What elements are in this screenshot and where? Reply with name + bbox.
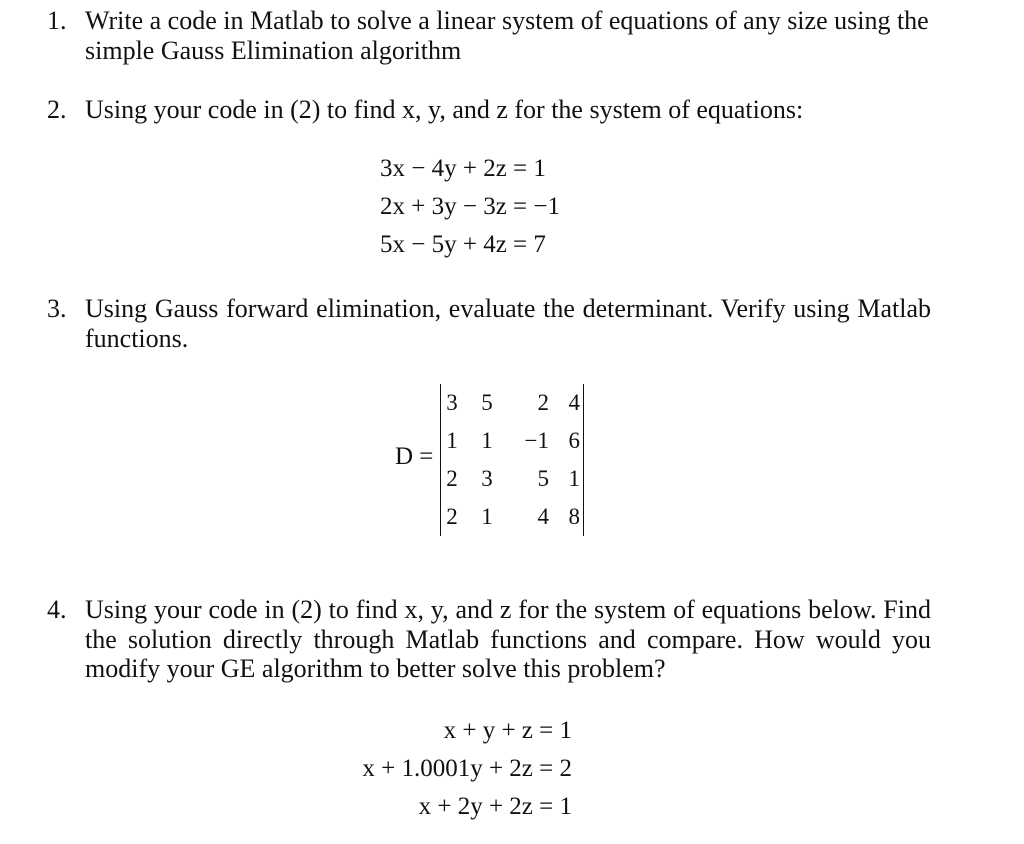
question-text: [85, 95, 931, 125]
matrix-cell: 1: [481, 428, 493, 453]
equation: 2x + 3y − 3z = −1: [380, 193, 560, 220]
matrix-cell: 5: [537, 466, 549, 491]
question-number: 3.: [47, 294, 67, 323]
question-line: Using Gauss forward elimination, evaluate the determinant. Verify using Matlab: [85, 294, 931, 323]
matrix-cell: 2: [446, 466, 458, 491]
equation: x + 2y + 2z = 1: [418, 793, 572, 820]
question-line: the solution directly through Matlab functions and compare. How would you: [85, 624, 931, 654]
matrix-cell: 4: [537, 504, 549, 529]
matrix-cell: 1: [568, 466, 580, 491]
question-line: Using your code in (2) to find x, y, and z for the system of equations below. Find: [85, 595, 931, 624]
question-number: 1.: [47, 6, 67, 35]
question-line: simple Gauss Elimination algorithm: [85, 35, 462, 65]
question-text: [85, 595, 931, 684]
question-line: functions.: [85, 323, 189, 353]
question-line: Using your code in (2) to find x, y, and z for the system of equations:: [85, 95, 804, 124]
question-text: [85, 6, 931, 65]
equation: x + y + z = 1: [443, 717, 572, 744]
matrix-cell: 1: [446, 428, 458, 453]
matrix-row: [441, 422, 583, 460]
matrix-cell: 8: [568, 504, 580, 529]
matrix-cell: −1: [524, 428, 549, 453]
question-line: modify your GE algorithm to better solve this problem?: [85, 654, 666, 683]
matrix-row: [441, 384, 583, 422]
question-text: [85, 294, 931, 353]
equation: 5x − 5y + 4z = 7: [380, 231, 546, 258]
matrix-cell: 5: [481, 390, 493, 415]
matrix-cell: 6: [568, 428, 580, 453]
equation-system-1: [380, 150, 560, 264]
matrix-cell: 3: [446, 390, 458, 415]
matrix-cell: 1: [481, 504, 493, 529]
equation: 3x − 4y + 2z = 1: [380, 155, 546, 182]
equation: x + 1.0001y + 2z = 2: [362, 755, 572, 782]
matrix-row: [441, 460, 583, 498]
question-number: 4.: [47, 595, 67, 624]
matrix-cell: 2: [537, 390, 549, 415]
matrix-cell: 3: [481, 466, 493, 491]
matrix-cell: 2: [446, 504, 458, 529]
matrix-row: [441, 498, 583, 536]
question-line: Write a code in Matlab to solve a linear system of equations of any size using the: [85, 6, 929, 35]
determinant-label: D =: [395, 443, 434, 470]
determinant-matrix: [440, 384, 584, 536]
question-number: 2.: [47, 95, 67, 124]
matrix-cell: 4: [568, 390, 580, 415]
